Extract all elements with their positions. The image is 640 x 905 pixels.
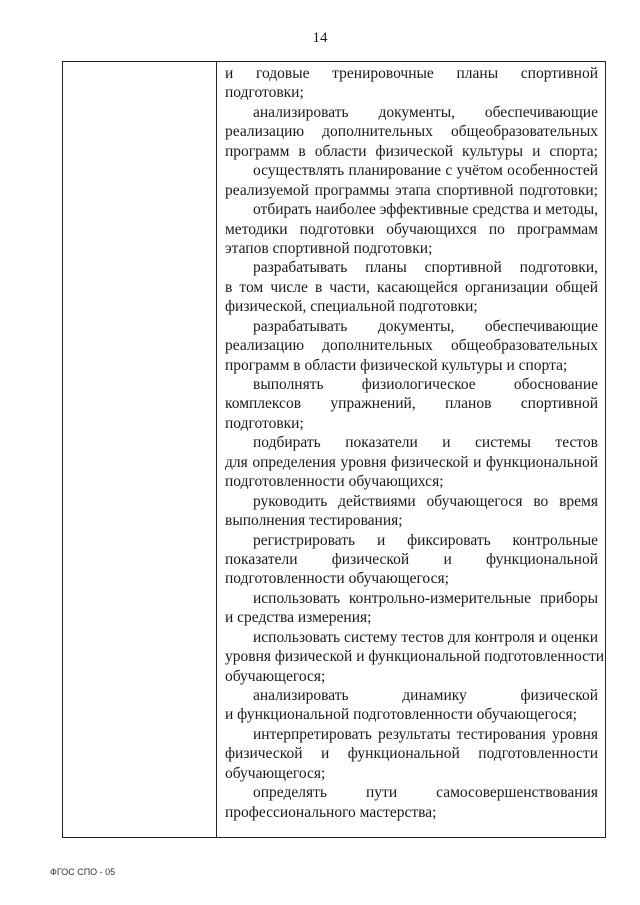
text-line: подготовленности обучающихся; bbox=[225, 473, 444, 491]
skills-cell bbox=[225, 64, 605, 822]
text-line: программ в области физической культуры и спорта; bbox=[225, 356, 568, 374]
text-line: подготовленности обучающегося; bbox=[225, 570, 449, 588]
competency-table bbox=[62, 61, 606, 838]
text-line: подготовки; bbox=[225, 414, 304, 432]
text-line: обучающегося; bbox=[225, 764, 326, 782]
text-line: и функциональной подготовленности обучающегося; bbox=[225, 706, 577, 724]
text-line: руководить действиями обучающегося во время bbox=[253, 492, 598, 510]
text-line: реализацию дополнительных общеобразовательных bbox=[225, 337, 598, 355]
text-line: программ в области физической культуры и спорта; bbox=[225, 142, 598, 160]
text-line: для определения уровня физической и функциональной bbox=[225, 453, 598, 471]
text-line: в том числе в части, касающейся организации общей bbox=[225, 278, 598, 296]
page-number: 14 bbox=[312, 30, 328, 46]
text-line: реализацию дополнительных общеобразовательных bbox=[225, 123, 598, 141]
text-line: обучающегося; bbox=[225, 667, 326, 685]
text-line: показатели физической и функциональной bbox=[225, 550, 598, 568]
text-line: выполнять физиологическое обоснование bbox=[253, 376, 598, 393]
text-line: физической и функциональной подготовленности bbox=[225, 745, 598, 763]
text-line: уровня физической и функциональной подготовленности bbox=[225, 648, 605, 666]
text-line: использовать систему тестов для контроля и оценки bbox=[253, 628, 598, 646]
text-line: анализировать динамику физической bbox=[253, 687, 598, 704]
text-line: методики подготовки обучающихся по программам bbox=[225, 220, 598, 238]
column-divider bbox=[216, 62, 217, 837]
text-line: и средства измерения; bbox=[225, 609, 372, 627]
text-line: реализуемой программы этапа спортивной подготовки; bbox=[225, 181, 598, 199]
text-line: определять пути самосовершенствования bbox=[253, 784, 598, 802]
text-line: подготовки; bbox=[225, 84, 304, 102]
document-footer: ФГОС СПО - 05 bbox=[50, 867, 116, 877]
text-line: профессионального мастерства; bbox=[225, 803, 437, 821]
text-line: выполнения тестирования; bbox=[225, 512, 403, 530]
text-line: использовать контрольно-измерительные приборы bbox=[253, 589, 598, 607]
text-line: физической, специальной подготовки; bbox=[225, 298, 478, 316]
text-line: и годовые тренировочные планы спортивной bbox=[225, 65, 598, 82]
text-line: разрабатывать планы спортивной подготовки, bbox=[253, 259, 598, 277]
text-line: анализировать документы, обеспечивающие bbox=[253, 103, 598, 121]
text-line: этапов спортивной подготовки; bbox=[225, 239, 433, 257]
text-line: отбирать наиболее эффективные средства и методы, bbox=[253, 201, 598, 219]
text-line: комплексов упражнений, планов спортивной bbox=[225, 395, 598, 413]
text-line: интерпретировать результаты тестирования уровня bbox=[253, 725, 598, 743]
text-line: подбирать показатели и системы тестов bbox=[253, 434, 598, 452]
text-line: осуществлять планирование с учётом особенностей bbox=[253, 162, 598, 180]
text-line: разрабатывать документы, обеспечивающие bbox=[253, 317, 598, 335]
text-line: регистрировать и фиксировать контрольные bbox=[253, 531, 598, 549]
